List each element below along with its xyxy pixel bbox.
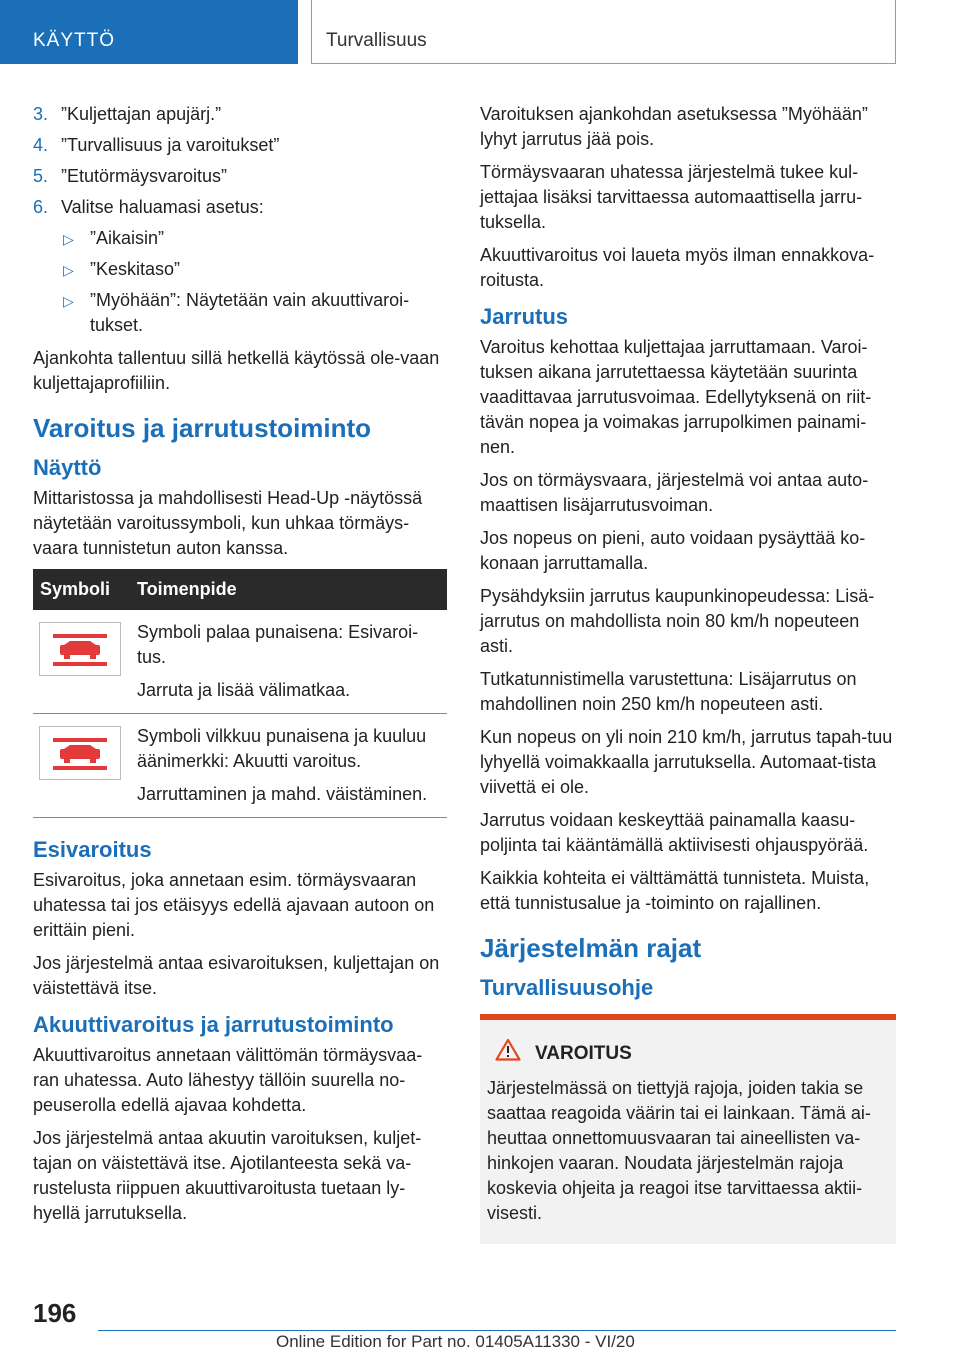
warning-text: Järjestelmässä on tiettyjä rajoja, joiden takia se saattaa reagoida väärin tai ei lainkaan. Tämä ai-heuttaa onnettomuusvaaran tai aineellisten va-hinkojen vaaran. Noudata järjestelmän rajoja koskevia ohjeita ja reagoi itse tarvittaessa aktii-visesti. [487, 1078, 871, 1223]
warning-triangle-icon [495, 1038, 521, 1068]
heading-display: Näyttö [33, 455, 102, 480]
paragraph-timing: Ajankohta tallentuu sillä hetkellä käytössä ole-vaan kuljettajaprofiiliin. [33, 348, 440, 393]
paragraph-auto-braking: Törmäysvaaran uhatessa järjestelmä tukee kul-jettajaa lisäksi tarvittaessa automaattisella jarru-tuksella. [480, 162, 863, 232]
header-section-tab: KÄYTTÖ [0, 0, 298, 64]
option-text: ”Keskitaso” [90, 259, 181, 279]
paragraph-braking-3: Jos nopeus on pieni, auto voidaan pysäyttää ko-konaan jarruttamalla. [480, 528, 866, 573]
option-text: ”Aikaisin” [90, 228, 165, 248]
table-cell-text: Symboli vilkkuu punaisena ja kuuluu äänimerkki: Akuutti varoitus. [137, 726, 427, 771]
table-cell-text: Jarruttaminen ja mahd. väistäminen. [137, 784, 428, 804]
heading-warning-braking: Varoitus ja jarrutustoiminto [33, 413, 372, 443]
paragraph-late-setting: Varoituksen ajankohdan asetuksessa ”Myöhään” lyhyt jarrutus jää pois. [480, 104, 868, 149]
paragraph-acute-1: Akuuttivaroitus annetaan välittömän törmäysvaa-ran uhatessa. Auto lähestyy tällöin suurella no-peuserolla edellä ajavaa kohdetta. [33, 1045, 423, 1115]
paragraph-braking-2: Jos on törmäysvaara, järjestelmä voi antaa auto-maattisen lisäjarrutusvoiman. [480, 470, 869, 515]
paragraph-braking-5: Tutkatunnistimella varustettuna: Lisäjarrutus on mahdollinen noin 250 km/h nopeuteen asti. [480, 669, 857, 714]
heading-braking: Jarrutus [480, 304, 569, 329]
warning-title: VAROITUS [535, 1042, 632, 1064]
table-row [33, 610, 447, 714]
step-text: ”Kuljettajan apujärj.” [61, 104, 222, 124]
footer-divider [98, 1330, 896, 1331]
step-item [33, 195, 447, 220]
step-number: 4. [33, 135, 49, 155]
step-list [33, 102, 447, 220]
paragraph-acute-2: Jos järjestelmä antaa akuutin varoituksen, kuljet-tajan on väistettävä itse. Ajotilanteesta sekä va-rustelusta riippuen akuuttivaroitusta tuetaan ly-hyellä jarrutuksella. [33, 1128, 422, 1223]
option-list [33, 226, 447, 338]
heading-pre-warning: Esivaroitus [33, 837, 152, 862]
car-collision-warning-icon [39, 726, 121, 780]
table-cell-text: Jarruta ja lisää välimatkaa. [137, 680, 351, 700]
step-number: 5. [33, 166, 49, 186]
paragraph-braking-6: Kun nopeus on yli noin 210 km/h, jarrutus tapah-tuu lyhyellä voimakkaalla jarrutuksella. Automaat-tista viivettä ei ole. [480, 727, 893, 797]
table-header-symbol: Symboli [33, 569, 130, 610]
heading-system-limits: Järjestelmän rajat [480, 933, 702, 963]
step-item [33, 164, 447, 189]
right-column [480, 102, 896, 1244]
paragraph-braking-1: Varoitus kehottaa kuljettajaa jarruttamaan. Varoi-tuksen aikana jarrutettaessa käytetään suurinta vaadittavaa jarrutusvoimaa. Edellytyksenä on riit-tävän nopea ja voimakas jarrupolkimen painami-nen. [480, 337, 872, 457]
footer-edition: Online Edition for Part no. 01405A11330 - VI/20 [276, 1332, 635, 1351]
step-text: ”Turvallisuus ja varoitukset” [61, 135, 280, 155]
paragraph-braking-8: Kaikkia kohteita ei välttämättä tunnisteta. Muista, että tunnistusalue ja -toiminto on rajallinen. [480, 868, 870, 913]
left-column [33, 102, 447, 1234]
step-text: Valitse haluamasi asetus: [61, 197, 264, 217]
option-item [33, 288, 447, 338]
paragraph-pre-warning-1: Esivaroitus, joka annetaan esim. törmäysvaaran uhatessa tai jos etäisyys edellä ajavaan autoon on erittäin pieni. [33, 870, 435, 940]
table-cell-text: Symboli palaa punaisena: Esivaroi-tus. [137, 622, 419, 667]
heading-acute-warning: Akuuttivaroitus ja jarrutustoiminto [33, 1012, 394, 1037]
table-row [33, 714, 447, 818]
step-number: 6. [33, 197, 49, 217]
car-collision-warning-icon [39, 622, 121, 676]
option-text: ”Myöhään”: Näytetään vain akuuttivaroi-tukset. [90, 290, 410, 335]
option-item [33, 226, 447, 251]
warning-box [480, 1014, 896, 1244]
paragraph-no-pre-warning: Akuuttivaroitus voi laueta myös ilman ennakkova-roitusta. [480, 245, 875, 290]
paragraph-braking-4: Pysähdyksiin jarrutus kaupunkinopeudessa: Lisä-jarrutus on mahdollista noin 80 km/h nopeuteen asti. [480, 586, 875, 656]
paragraph-display: Mittaristossa ja mahdollisesti Head-Up -näytössä näytetään varoitussymboli, kun uhkaa törmäys-vaara tunnistetun auton kanssa. [33, 488, 423, 558]
heading-safety-note: Turvallisuusohje [480, 975, 654, 1000]
page-number: 196 [33, 1298, 77, 1328]
step-item [33, 133, 447, 158]
paragraph-pre-warning-2: Jos järjestelmä antaa esivaroituksen, kuljettajan on väistettävä itse. [33, 953, 440, 998]
table-header-action: Toimenpide [130, 569, 447, 610]
option-item [33, 257, 447, 282]
symbol-table [33, 569, 447, 818]
step-number: 3. [33, 104, 49, 124]
bullet-triangle-icon: ▷ [63, 231, 74, 247]
step-item [33, 102, 447, 127]
bullet-triangle-icon: ▷ [63, 293, 74, 309]
header-chapter-title: Turvallisuus [311, 0, 896, 64]
paragraph-braking-7: Jarrutus voidaan keskeyttää painamalla kaasu-poljinta tai kääntämällä aktiivisesti ohjauspyörää. [480, 810, 869, 855]
bullet-triangle-icon: ▷ [63, 262, 74, 278]
step-text: ”Etutörmäysvaroitus” [61, 166, 228, 186]
